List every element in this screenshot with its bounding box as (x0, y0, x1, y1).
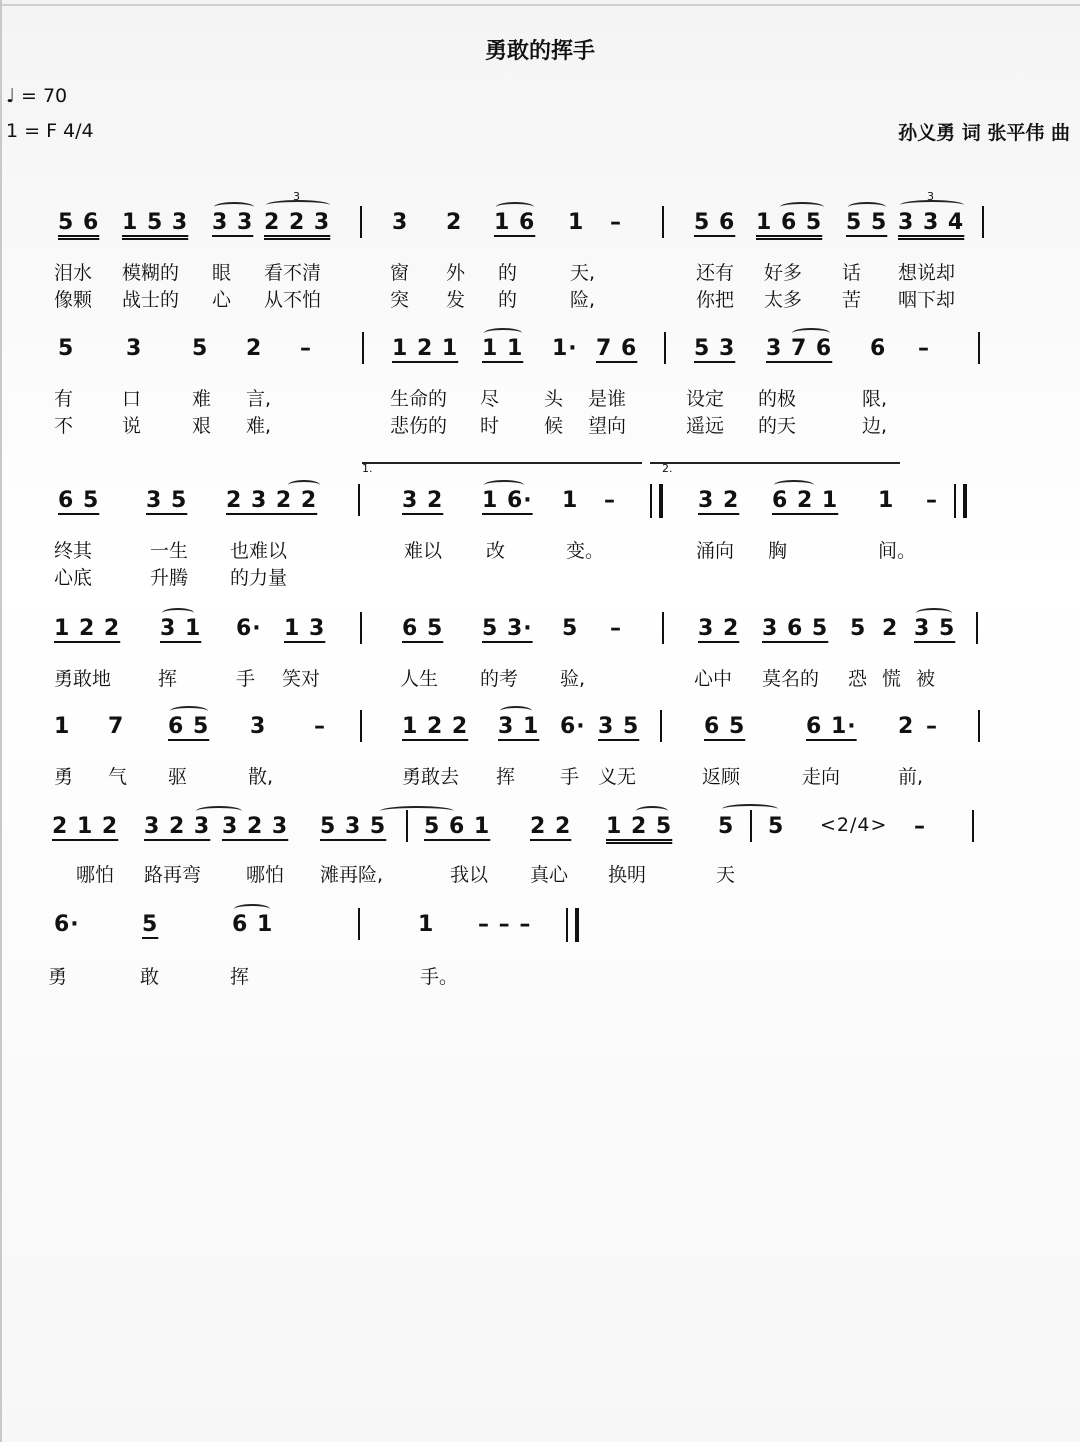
note-group: 6 5 (402, 616, 444, 641)
note-group: 2 (446, 210, 463, 235)
lyric: 的极 (758, 388, 797, 410)
lyric: 一生 (150, 540, 189, 562)
note-group: 3 6 5 (762, 616, 829, 641)
lyric: 人生 (400, 668, 439, 690)
lyric: 战士的 (122, 289, 180, 311)
key-signature: 1 = F 4/4 (6, 120, 94, 142)
note-group: 3 (392, 210, 409, 235)
lyric: 勇敢地 (54, 668, 112, 690)
lyric: 涌向 (696, 540, 735, 562)
lyric: 的 (498, 289, 518, 311)
note-group: 3 1 (498, 714, 540, 739)
slur (484, 480, 524, 490)
note-group: – (314, 714, 326, 739)
slur (780, 202, 824, 212)
slur (288, 480, 320, 490)
note-group: 7 (108, 714, 125, 739)
note-group: 2 (898, 714, 915, 739)
lyric: 悲伤的 (390, 415, 448, 437)
lyric: 哪怕 (76, 864, 115, 886)
note-group: 1 3 (284, 616, 326, 641)
lyric: 限, (862, 388, 888, 410)
lyric: 变。 (566, 540, 605, 562)
barline (406, 810, 408, 842)
note-group: 2 1 2 (52, 814, 119, 839)
note-group: 5 3· (482, 616, 533, 641)
barline (750, 810, 752, 842)
lyric: 难 (192, 388, 212, 410)
note-group: 5 (768, 814, 785, 839)
note-group: 6 5 (704, 714, 746, 739)
barline (978, 710, 980, 742)
note-group: 1 2 1 (392, 336, 459, 361)
lyric: 返顾 (702, 766, 741, 788)
lyric: 的考 (480, 668, 519, 690)
barline (662, 612, 664, 644)
note-group: 5 6 (694, 210, 736, 235)
note-group: 3 5 (598, 714, 640, 739)
lyric: 天, (570, 262, 596, 284)
slur (792, 328, 830, 338)
lyric: 莫名的 (762, 668, 820, 690)
barline (660, 710, 662, 742)
volta-label-1: 1. (362, 462, 373, 475)
note-group: 1 (54, 714, 71, 739)
lyric: 路再弯 (144, 864, 202, 886)
lyric: 是谁 (588, 388, 627, 410)
barline (360, 710, 362, 742)
lyric: 难, (246, 415, 272, 437)
note-group: 6 1· (806, 714, 857, 739)
note-group: – – – (478, 912, 532, 937)
note-group: 3 5 (146, 488, 188, 513)
note-group: 5 3 5 (320, 814, 387, 839)
lyric: 生命的 (390, 388, 448, 410)
lyric: 散, (248, 766, 274, 788)
note-group: 3 2 (698, 488, 740, 513)
lyric: 改 (486, 540, 506, 562)
note-group: 3 1 (160, 616, 202, 641)
lyric: 时 (480, 415, 500, 437)
lyric: 心中 (694, 668, 733, 690)
lyric: 从不怕 (264, 289, 322, 311)
lyric: 模糊的 (122, 262, 180, 284)
note-group: – (926, 714, 938, 739)
barline (360, 612, 362, 644)
lyric: 笑对 (282, 668, 321, 690)
lyric: 勇 (54, 766, 74, 788)
slur (162, 608, 194, 618)
lyric: 看不清 (264, 262, 322, 284)
lyric: 敢 (140, 966, 160, 988)
note-group: – (300, 336, 312, 361)
note-group: 5 (850, 616, 867, 641)
barline (362, 332, 364, 364)
lyric: 换明 (608, 864, 647, 886)
note-group: 2 (882, 616, 899, 641)
note-group: – (914, 814, 926, 839)
lyric: 终其 (54, 540, 93, 562)
note-group: 1 (568, 210, 585, 235)
barline (664, 332, 666, 364)
lyric: 真心 (530, 864, 569, 886)
lyric: 艰 (192, 415, 212, 437)
lyric: 勇 (48, 966, 68, 988)
barline (360, 206, 362, 238)
note-group: 1 (418, 912, 435, 937)
note-group: 1 6· (482, 488, 533, 513)
slur (214, 202, 254, 212)
note-group: 6 5 (58, 488, 100, 513)
note-group: – (610, 616, 622, 641)
note-group: 3 2 3 (144, 814, 211, 839)
note-group: – (604, 488, 616, 513)
note-group: 3 (250, 714, 267, 739)
lyric: 难以 (404, 540, 443, 562)
note-group: 6· (236, 616, 262, 641)
note-group: 5 (58, 336, 75, 361)
note-group: 3 5 (914, 616, 956, 641)
note-group: 1 2 2 (402, 714, 469, 739)
note-group: 2 3 2 2 (226, 488, 318, 513)
note-group: 3 2 (402, 488, 444, 513)
note-group: 5 (562, 616, 579, 641)
barline (976, 612, 978, 644)
lyric: 验, (560, 668, 586, 690)
repeat-start-barline (954, 484, 967, 518)
lyric: 义无 (598, 766, 637, 788)
slur (774, 480, 814, 490)
lyric: 勇敢去 (402, 766, 460, 788)
lyric: 前, (898, 766, 924, 788)
lyric: 太多 (764, 289, 803, 311)
lyric: 升腾 (150, 567, 189, 589)
note-group: 3 7 6 (766, 336, 833, 361)
lyric: 候 (544, 415, 564, 437)
note-group: – (926, 488, 938, 513)
lyric: 还有 (696, 262, 735, 284)
note-group: 5 6 (58, 210, 100, 235)
slur (636, 806, 668, 816)
note-group: 5 (718, 814, 735, 839)
lyric: 言, (246, 388, 272, 410)
note-group: 1 2 5 (606, 814, 673, 839)
lyric: 话 (842, 262, 862, 284)
lyric: 设定 (686, 388, 725, 410)
lyric: 头 (544, 388, 564, 410)
lyric: 口 (122, 388, 142, 410)
lyric: 天 (716, 864, 736, 886)
barline (982, 206, 984, 238)
tempo-marking: ♩ = 70 (6, 85, 68, 107)
lyric: 挥 (230, 966, 250, 988)
lyric: 窗 (390, 262, 410, 284)
lyric: 的天 (758, 415, 797, 437)
barline (662, 206, 664, 238)
lyric: 哪怕 (246, 864, 285, 886)
lyric: 胸 (768, 540, 788, 562)
note-group: 6 5 (168, 714, 210, 739)
note-group: 5 (142, 912, 159, 937)
barline (978, 332, 980, 364)
lyric: 险, (570, 289, 596, 311)
note-group: 1 1 (482, 336, 524, 361)
credits: 孙义勇 词 张平伟 曲 (898, 122, 1070, 144)
lyric: 挥 (158, 668, 178, 690)
lyric: 说 (122, 415, 142, 437)
note-group: 6 (870, 336, 887, 361)
lyric: 挥 (496, 766, 516, 788)
lyric: 气 (108, 766, 128, 788)
volta-bracket-2 (650, 462, 900, 465)
slur (496, 202, 534, 212)
note-group: 1 5 3 (122, 210, 189, 235)
lyric: 有 (54, 388, 74, 410)
lyric: 你把 (696, 289, 735, 311)
slur (484, 328, 522, 338)
lyric: 我以 (450, 864, 489, 886)
song-title: 勇敢的挥手 (484, 39, 595, 64)
note-group: 3 3 4 (898, 210, 965, 235)
triplet-mark: 3 (293, 190, 300, 203)
lyric: 外 (446, 262, 466, 284)
time-change-marking: <2/4> (820, 814, 888, 836)
note-group: 6 2 1 (772, 488, 839, 513)
lyric: 滩再险, (320, 864, 384, 886)
note-group: 2 (246, 336, 263, 361)
lyric: 慌 (882, 668, 902, 690)
page-left-edge (0, 0, 2, 1442)
lyric: 望向 (588, 415, 627, 437)
triplet-mark: 3 (927, 190, 934, 203)
volta-label-2: 2. (662, 462, 673, 475)
note-group: 1 (878, 488, 895, 513)
final-barline (566, 908, 579, 942)
lyric: 心底 (54, 567, 93, 589)
note-group: 5 5 (846, 210, 888, 235)
lyric: 恐 (848, 668, 868, 690)
note-group: 5 6 1 (424, 814, 491, 839)
slur (170, 706, 208, 716)
lyric: 好多 (764, 262, 803, 284)
note-group: 3 (126, 336, 143, 361)
lyric: 不 (54, 415, 74, 437)
lyric: 走向 (802, 766, 841, 788)
lyric: 也难以 (230, 540, 288, 562)
note-group: 1 2 2 (54, 616, 121, 641)
lyric: 心 (212, 289, 232, 311)
lyric: 突 (390, 289, 410, 311)
lyric: 间。 (878, 540, 917, 562)
lyric: 遥远 (686, 415, 725, 437)
lyric: 的 (498, 262, 518, 284)
lyric: 手 (560, 766, 580, 788)
slur (234, 904, 270, 914)
lyric: 苦 (842, 289, 862, 311)
slur (848, 202, 886, 212)
note-group: 6 1 (232, 912, 274, 937)
lyric: 咽下却 (898, 289, 956, 311)
note-group: 6· (54, 912, 80, 937)
barline (358, 484, 360, 516)
lyric: 像颗 (54, 289, 93, 311)
note-group: 6· (560, 714, 586, 739)
lyric: 手。 (420, 966, 459, 988)
lyric: 想说却 (898, 262, 956, 284)
note-group: 1 6 (494, 210, 536, 235)
note-group: 3 2 3 (222, 814, 289, 839)
lyric: 边, (862, 415, 888, 437)
note-group: 1· (552, 336, 578, 361)
lyric: 发 (446, 289, 466, 311)
lyric: 眼 (212, 262, 232, 284)
volta-bracket-1 (362, 462, 642, 465)
slur (196, 806, 242, 816)
lyric: 尽 (480, 388, 500, 410)
lyric: 手 (236, 668, 256, 690)
lyric: 驱 (168, 766, 188, 788)
note-group: 5 (192, 336, 209, 361)
slur (500, 706, 532, 716)
note-group: 3 2 (698, 616, 740, 641)
barline (972, 810, 974, 842)
note-group: 1 6 5 (756, 210, 823, 235)
note-group: 1 (562, 488, 579, 513)
slur (916, 608, 952, 618)
note-group: 2 2 3 (264, 210, 331, 235)
page-top-edge (0, 4, 1080, 6)
barline (358, 908, 360, 940)
note-group: 7 6 (596, 336, 638, 361)
note-group: – (610, 210, 622, 235)
lyric: 的力量 (230, 567, 288, 589)
note-group: 3 3 (212, 210, 254, 235)
lyric: 泪水 (54, 262, 93, 284)
repeat-end-barline (650, 484, 663, 518)
note-group: 5 3 (694, 336, 736, 361)
note-group: 2 2 (530, 814, 572, 839)
lyric: 被 (916, 668, 936, 690)
note-group: – (918, 336, 930, 361)
